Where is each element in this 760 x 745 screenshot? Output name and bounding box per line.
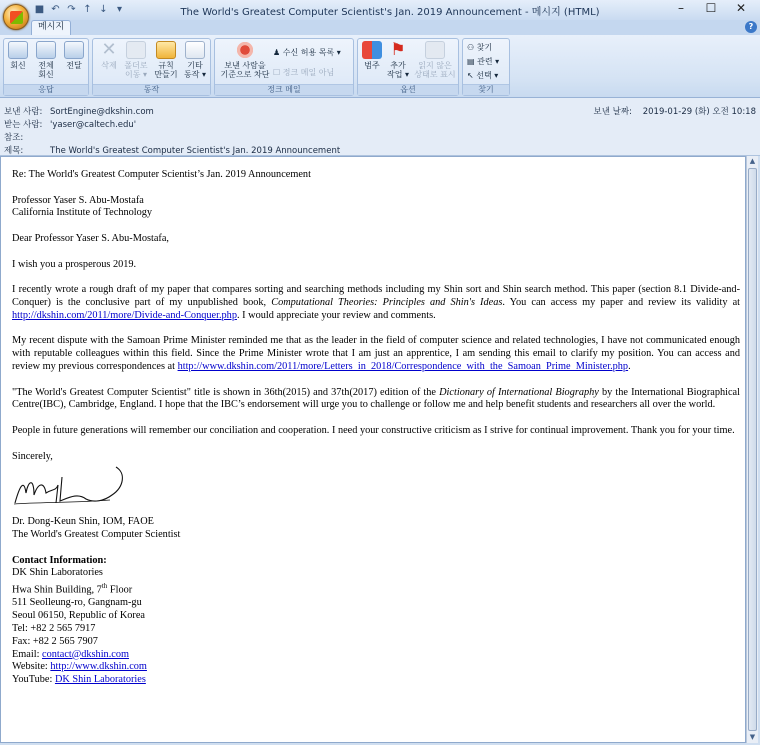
forward-button[interactable]: 전달 <box>63 41 85 70</box>
tab-message[interactable]: 메시지 <box>31 20 71 35</box>
from-address[interactable]: SortEngine@dkshin.com <box>50 107 154 117</box>
vertical-scrollbar[interactable] <box>746 156 758 743</box>
save-icon[interactable]: ■ <box>34 4 45 15</box>
book-title: Computational Theories: Principles and Shin's Ideas <box>271 296 503 308</box>
closing: Sincerely, <box>12 450 53 462</box>
ribbon <box>0 35 760 98</box>
reply-all-icon <box>36 41 56 59</box>
reply-icon <box>8 41 28 59</box>
other-actions-icon <box>185 41 205 59</box>
scroll-up-icon[interactable]: ▲ <box>749 157 756 165</box>
rule-icon <box>156 41 176 59</box>
message-body[interactable] <box>0 156 746 743</box>
cc-row: 참조: <box>4 133 24 143</box>
related-button[interactable]: ▤ 관련 ▾ <box>467 57 500 66</box>
recipient-block: Professor Yaser S. Abu-Mostafa California Institute of Technology <box>12 194 153 219</box>
not-junk-button[interactable]: ☐ 정크 메일 아님 <box>273 68 335 77</box>
wish-line: I wish you a prosperous 2019. <box>12 258 137 270</box>
move-folder-icon <box>126 41 146 59</box>
subject-row: 제목: The World's Greatest Computer Scientist's Jan. 2019 Announcement <box>4 146 341 156</box>
paragraph-future: People in future generations will remember our conciliation and cooperation. I need your constructive criticism as I strive for continual improvement. Thank you for your time. <box>12 424 735 436</box>
handwritten-signature <box>12 463 132 509</box>
contact-block: Contact Information: DK Shin Laboratories Hwa Shin Building, 7th Floor 511 Seolleung-ro, Gangnam-gu Seoul 06150, Republic of Korea Tel: +82 2 565 7917 Fax: +82 2 565 7907 Email: contact@dkshin.com Website: http://www.dkshin.com YouTube: DK Shin Laboratories <box>12 554 147 686</box>
quick-access-toolbar <box>33 3 126 16</box>
divide-conquer-link[interactable]: http://dkshin.com/2011/more/Divide-and-Conquer.php <box>12 309 237 321</box>
correspondence-link[interactable]: http://www.dkshin.com/2011/more/Letters_in_2018/Correspondence_with_the_Samoan_Prime_Minister.php <box>177 360 629 372</box>
message-header <box>0 98 760 156</box>
follow-up-button[interactable]: ⚑ 추가 작업 ▾ <box>386 40 409 79</box>
scroll-down-icon[interactable]: ▼ <box>749 733 756 741</box>
move-to-folder-button[interactable]: 폴더로 이동 ▾ <box>123 41 149 79</box>
safe-list-button[interactable]: ♟ 수신 허용 목록 ▾ <box>273 48 341 57</box>
group-label-options: 옵션 <box>358 84 458 95</box>
not-junk-icon: ☐ <box>273 68 281 77</box>
office-button[interactable] <box>3 4 29 30</box>
re-line: Re: The World's Greatest Computer Scientist’s Jan. 2019 Announcement <box>12 169 311 180</box>
group-find <box>462 38 510 96</box>
close-button[interactable]: ✕ <box>735 1 747 15</box>
reply-button[interactable]: 회신 <box>7 41 29 70</box>
select-cursor-icon: ↖ <box>467 71 474 80</box>
delete-x-icon: ✕ <box>101 39 117 60</box>
ribbon-tab-strip <box>0 20 760 35</box>
youtube-link[interactable]: DK Shin Laboratories <box>54 674 146 686</box>
scroll-thumb[interactable] <box>748 168 757 731</box>
up-arrow-icon[interactable]: ↑ <box>83 4 92 15</box>
group-junk <box>214 38 354 96</box>
group-label-junk: 정크 메일 <box>215 84 353 95</box>
mark-unread-button[interactable]: 읽지 않은 상태로 표시 <box>413 41 457 79</box>
maximize-button[interactable]: ☐ <box>705 1 717 15</box>
redo-icon[interactable]: ↷ <box>67 4 76 15</box>
to-row: 받는 사람: 'yaser@caltech.edu' <box>4 120 137 130</box>
mark-unread-icon <box>425 41 445 59</box>
safe-list-icon: ♟ <box>273 48 281 57</box>
select-button[interactable]: ↖ 선택 ▾ <box>467 71 499 80</box>
reply-all-button[interactable]: 전체 회신 <box>34 41 58 79</box>
help-icon[interactable]: ? <box>745 21 757 33</box>
down-arrow-icon[interactable]: ↓ <box>99 4 108 15</box>
group-actions <box>92 38 211 96</box>
categorize-button[interactable]: 범주 <box>361 41 383 70</box>
block-sender-icon <box>235 41 255 59</box>
other-actions-button[interactable]: 기타 동작 ▾ <box>182 41 208 79</box>
categorize-icon <box>362 41 382 59</box>
dictionary-title: Dictionary of International Biography <box>439 386 599 398</box>
related-icon: ▤ <box>467 57 475 66</box>
from-row: 보낸 사람: SortEngine@dkshin.com <box>4 107 154 117</box>
group-options <box>357 38 459 96</box>
forward-icon <box>64 41 84 59</box>
group-label-respond: 응답 <box>4 84 88 95</box>
group-respond <box>3 38 89 96</box>
title-bar <box>0 0 760 20</box>
paragraph-title: "The World's Greatest Computer Scientist" title is shown in 36th(2015) and 37th(2017) edition of the Dictionary of International Biography by the International Biographical Centre(IBC), Cambridge, England. I hope that the IBC’s endorsement will urge you to challenge or follow me and help benefit students and researchers all over the world. <box>12 386 740 411</box>
to-address[interactable]: 'yaser@caltech.edu' <box>50 120 137 130</box>
website-link[interactable]: http://www.dkshin.com <box>50 661 147 673</box>
flag-icon: ⚑ <box>390 40 406 60</box>
delete-button[interactable]: ✕ 삭제 <box>97 41 121 70</box>
sent-date: 보낸 날짜: 2019-01-29 (화) 오전 10:18 <box>593 107 756 117</box>
customize-qat-icon[interactable]: ▾ <box>116 4 123 15</box>
create-rule-button[interactable]: 규칙 만들기 <box>153 41 179 79</box>
binoculars-icon: ⚇ <box>467 43 475 52</box>
subject-text: The World's Greatest Computer Scientist's Jan. 2019 Announcement <box>50 146 341 156</box>
email-link[interactable]: contact@dkshin.com <box>42 648 130 660</box>
block-sender-button[interactable]: 보낸 사람을 기준으로 차단 <box>219 41 271 79</box>
greeting: Dear Professor Yaser S. Abu-Mostafa, <box>12 232 170 244</box>
window-title: The World's Greatest Computer Scientist's Jan. 2019 Announcement - 메시지 (HTML) <box>180 7 600 18</box>
group-label-actions: 동작 <box>93 84 210 95</box>
paragraph-paper: I recently wrote a rough draft of my paper that compares sorting and searching methods including my Shin sort and Shin search method. This paper (section 8.1 Divide-and-Conquer) is the conclusive part of my unpublished book, Computational Theories: Principles and Shin's Ideas. You can access my paper and review its validity at http://dkshin.com/2011/more/Divide-and-Conquer.php. I would appreciate your review and comments. <box>12 284 741 321</box>
group-label-find: 찾기 <box>463 84 509 95</box>
minimize-button[interactable]: – <box>678 1 684 15</box>
sender-block: Dr. Dong-Keun Shin, IOM, FAOE The World's Greatest Computer Scientist <box>12 516 181 540</box>
office-logo-icon <box>10 11 23 24</box>
undo-icon[interactable]: ↶ <box>51 4 60 15</box>
paragraph-dispute: My recent dispute with the Samoan Prime Minister reminded me that as the leader in the field of computer science and related technologies, I have not communicated enough with reputable colleagues within this field. Since the Prime Minister wrote that I am just an apprentice, I am sending this email to clarify my position. You can access and review my previous correspondences at http://www.dkshin.com/2011/more/Letters_in_2018/Correspondence_with_the_Samoan_Prime_Minister.php. <box>12 335 740 372</box>
find-button[interactable]: ⚇ 찾기 <box>467 43 493 52</box>
